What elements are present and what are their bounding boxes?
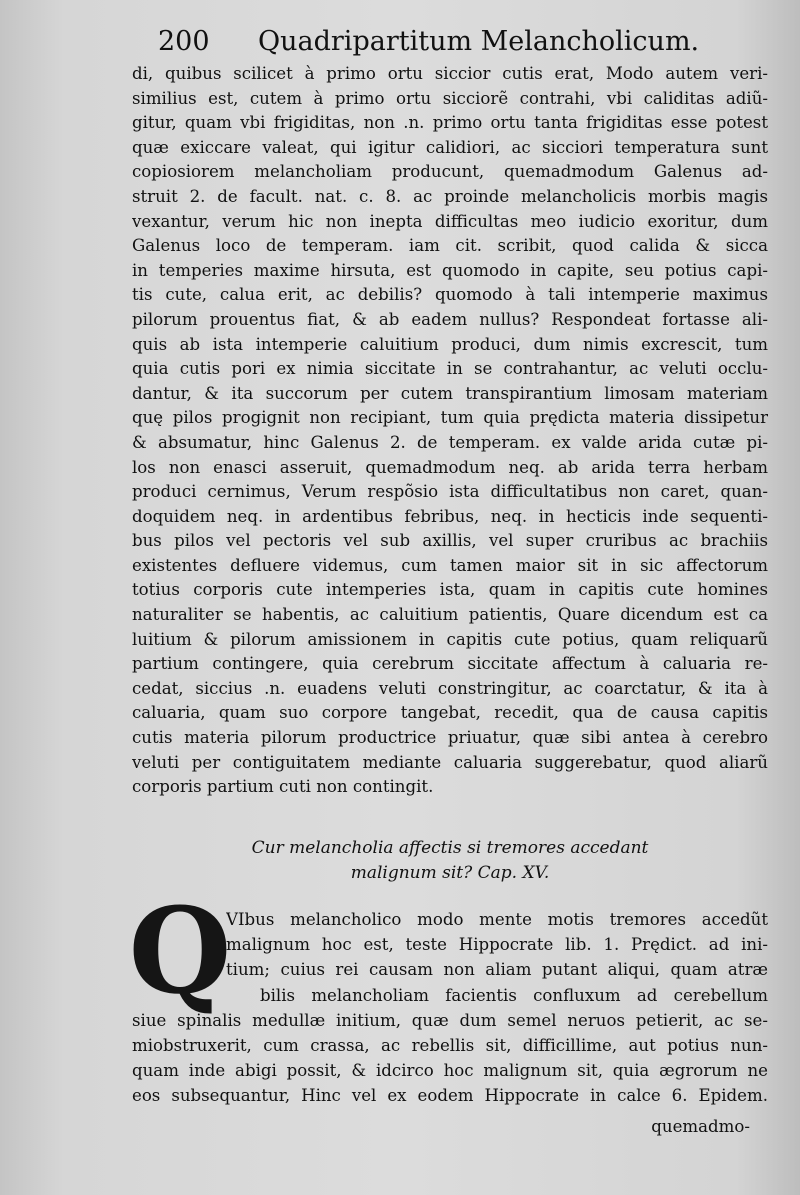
- text-line: di, quibus scilicet à primo ortu siccior cutis erat, Modo autem veri-: [132, 64, 768, 83]
- text-line: doquidem neq. in ardentibus febribus, neq. in hecticis inde sequenti-: [132, 506, 768, 526]
- text-line: pilorum prouentus fiat, & ab eadem nullus? Respondeat fortasse ali-: [132, 309, 768, 329]
- text-line: totius corporis cute intemperies ista, quam in capitis cute homines: [132, 580, 768, 600]
- text-line: miobstruxerit, cum crassa, ac rebellis sit, difficillime, aut potius nun-: [132, 1035, 768, 1055]
- text-line: quę pilos progignit non recipiant, tum quia prędicta materia dissipetur: [132, 408, 768, 428]
- text-line: corporis partium cuti non contingit.: [132, 777, 434, 797]
- text-line: vexantur, verum hic non inepta difficultas meo iudicio exoritur, dum: [132, 211, 768, 231]
- text-line: bus pilos vel pectoris vel sub axillis, vel super cruribus ac brachiis: [132, 531, 768, 551]
- text-line: tis cute, calua erit, ac debilis? quomodo à tali intemperie maximus: [132, 285, 768, 305]
- text-line: dantur, & ita succorum per cutem transpirantium limosam materiam: [132, 383, 768, 403]
- text-line: los non enasci asseruit, quemadmodum neq. ab arida terra herbam: [132, 457, 768, 477]
- text-line: partium contingere, quia cerebrum siccitate affectum à caluaria re-: [132, 654, 768, 674]
- dropcap-initial: Q: [128, 881, 232, 1020]
- text-line: existentes defluere videmus, cum tamen maior sit in sic affectorum: [132, 555, 768, 575]
- text-line: in temperies maxime hirsuta, est quomodo in capite, seu potius capi-: [132, 260, 768, 280]
- text-line: Galenus loco de temperam. iam cit. scribit, quod calida & sicca: [132, 236, 768, 256]
- text-line: malignum hoc est, teste Hippocrate lib. 1. Prędict. ad ini-: [226, 935, 768, 955]
- body-paragraph: [132, 62, 768, 800]
- text-line: siue spinalis medullæ initium, quæ dum semel neruos petierit, ac se-: [132, 1010, 768, 1030]
- text-line: quis ab ista intemperie caluitium produci, dum nimis excrescit, tum: [132, 334, 768, 354]
- text-line: cedat, siccius .n. euadens veluti constringitur, ac coarctatur, & ita à: [132, 678, 768, 698]
- text-line: caluaria, quam suo corpore tangebat, recedit, qua de causa capitis: [132, 703, 768, 723]
- text-line: quæ exiccare valeat, qui igitur calidiori, ac sicciori temperatura sunt: [132, 137, 768, 157]
- text-line: cutis materia pilorum productrice priuatur, quæ sibi antea à cerebro: [132, 728, 768, 748]
- text-line: bilis melancholiam facientis confluxum ad cerebellum: [260, 985, 768, 1005]
- text-line: struit 2. de facult. nat. c. 8. ac proinde melancholicis morbis magis: [132, 186, 768, 206]
- chapter-heading-line: malignum sit? Cap. XV.: [350, 863, 550, 883]
- running-title: Quadripartitum Melancholicum.: [258, 26, 700, 57]
- chapter-paragraph: [132, 907, 768, 1109]
- text-line: gitur, quam vbi frigiditas, non .n. primo ortu tanta frigiditas esse potest: [132, 113, 768, 133]
- chapter-heading-line: Cur melancholia affectis si tremores accedant: [251, 838, 649, 858]
- page-number: 200: [158, 26, 210, 57]
- catchword: quemadmo-: [651, 1117, 750, 1136]
- text-line: produci cernimus, Verum respõsio ista difficultatibus non caret, quan-: [132, 482, 768, 502]
- text-line: copiosiorem melancholiam producunt, quemadmodum Galenus ad-: [132, 162, 768, 182]
- text-line: veluti per contiguitatem mediante caluaria suggerebatur, quod aliarũ: [132, 752, 768, 772]
- text-line: luitium & pilorum amissionem in capitis cute potius, quam reliquarũ: [132, 629, 768, 649]
- text-line: tium; cuius rei causam non aliam putant aliqui, quam atræ: [226, 960, 768, 980]
- text-line: naturaliter se habentis, ac caluitium patientis, Quare dicendum est ca: [132, 605, 768, 625]
- chapter-heading: [160, 836, 740, 886]
- text-line: quam inde abigi possit, & idcirco hoc malignum sit, quia ægrorum ne: [132, 1061, 768, 1081]
- text-line: similius est, cutem à primo ortu sicciorẽ contrahi, vbi caliditas adiũ-: [132, 88, 768, 108]
- text-line: VIbus melancholico modo mente motis tremores accedũt: [226, 910, 768, 929]
- text-line: & absumatur, hinc Galenus 2. de temperam. ex valde arida cutæ pi-: [132, 432, 768, 452]
- page-header: [158, 22, 768, 62]
- text-line: quia cutis pori ex nimia siccitate in se contrahantur, ac veluti occlu-: [132, 359, 768, 379]
- text-line: eos subsequantur, Hinc vel ex eodem Hippocrate in calce 6. Epidem.: [132, 1086, 768, 1106]
